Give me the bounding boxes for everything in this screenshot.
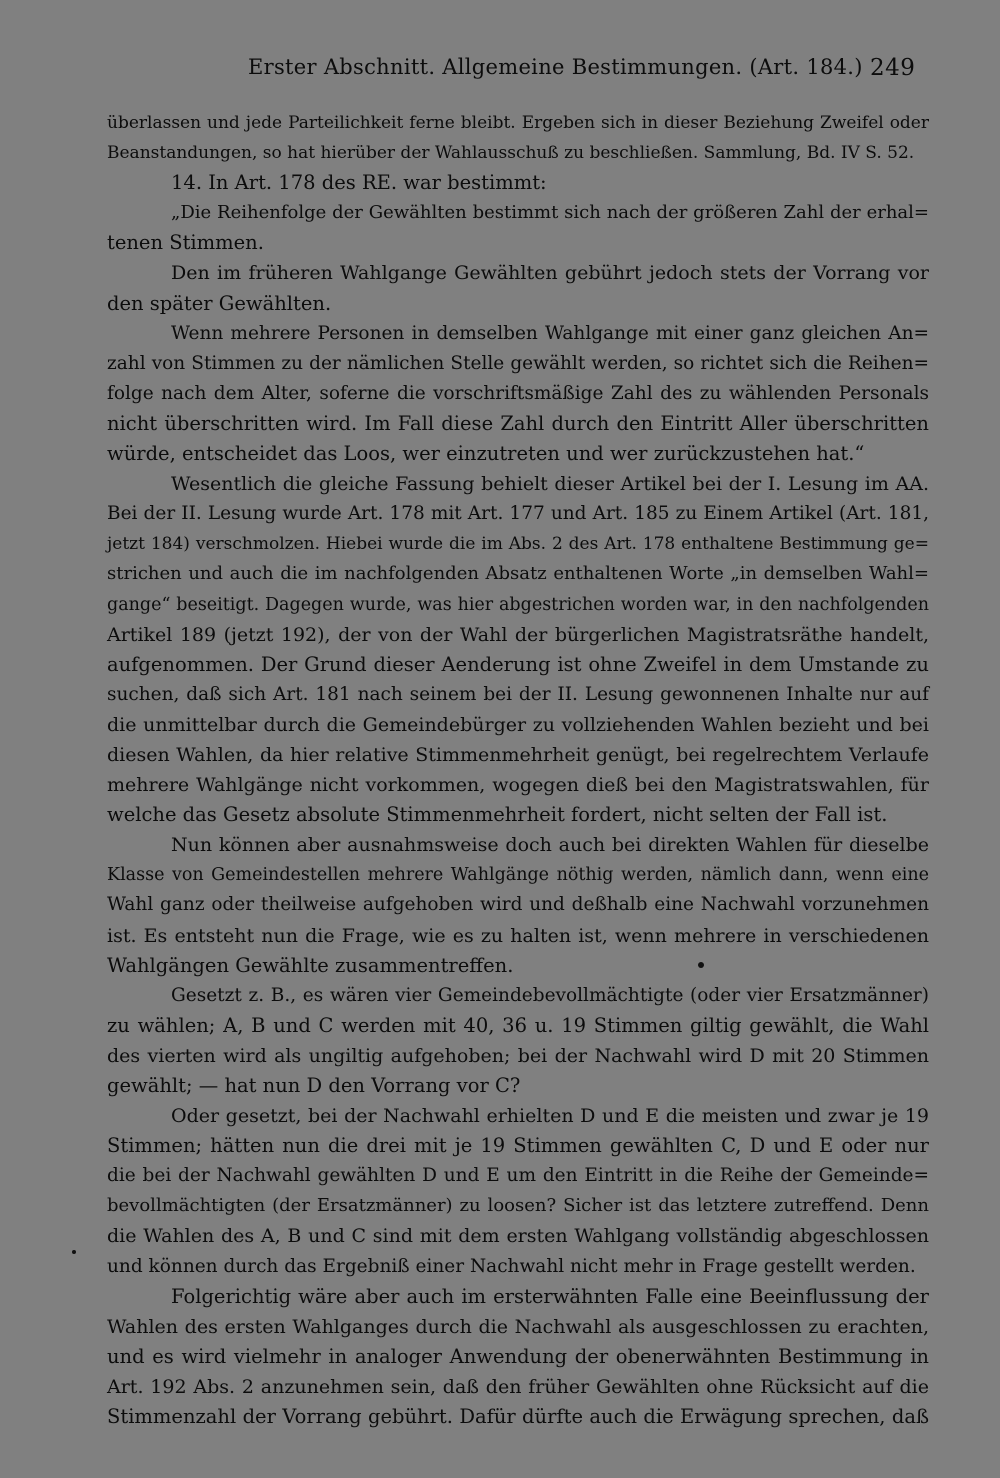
text-line: Wenn mehrere Personen in demselben Wahlgange mit einer ganz gleichen An= <box>171 322 929 344</box>
text-line: Stimmenzahl der Vorrang gebührt. Dafür dürfte auch die Erwägung sprechen, daß <box>107 1405 929 1429</box>
text-line: den später Gewählten. <box>107 291 332 315</box>
text-line: strichen und auch die im nachfolgenden Absatz enthaltenen Worte „in demselben Wahl= <box>107 563 929 585</box>
text-line: die unmittelbar durch die Gemeindebürger zu vollziehenden Wahlen bezieht und bei <box>107 713 929 736</box>
text-line: Wahlgängen Gewählte zusammentreffen. <box>107 953 514 977</box>
text-line: des vierten wird als ungiltig aufgehoben; bei der Nachwahl wird D mit 20 Stimmen <box>107 1044 929 1067</box>
text-line: überlassen und jede Parteilichkeit ferne bleibt. Ergeben sich in dieser Beziehung Zweifel oder <box>107 113 929 133</box>
text-line: „Die Reihenfolge der Gewählten bestimmt sich nach der größeren Zahl der erhal= <box>171 202 929 224</box>
text-line: folge nach dem Alter, soferne die vorschriftsmäßige Zahl des zu wählenden Personals <box>107 382 929 404</box>
ink-speck <box>72 1250 76 1254</box>
text-line: bevollmächtigten (der Ersatzmänner) zu loosen? Sicher ist das letztere zutreffend. Denn <box>107 1195 929 1217</box>
text-line: 14. In Art. 178 des RE. war bestimmt: <box>171 171 547 195</box>
text-line: Gesetzt z. B., es wären vier Gemeindebevollmächtigte (oder vier Ersatzmänner) <box>171 984 929 1006</box>
text-line: gewählt; — hat nun D den Vorrang vor C? <box>107 1074 521 1097</box>
body-text <box>107 108 929 1432</box>
text-line: Stimmen; hätten nun die drei mit je 19 Stimmen gewählten C, D und E oder nur <box>107 1134 929 1158</box>
text-line: Bei der II. Lesung wurde Art. 178 mit Art. 177 und Art. 185 zu Einem Artikel (Art. 181, <box>107 503 929 525</box>
text-line: welche das Gesetz absolute Stimmenmehrheit fordert, nicht selten der Fall ist. <box>107 803 888 827</box>
text-line: ist. Es entsteht nun die Frage, wie es zu halten ist, wenn mehrere in verschiedenen <box>107 924 929 947</box>
text-line: Nun können aber ausnahmsweise doch auch bei direkten Wahlen für dieselbe <box>171 834 929 857</box>
text-line: die Wahlen des A, B und C sind mit dem ersten Wahlgang vollständig abgeschlossen <box>107 1225 929 1248</box>
text-line: Folgerichtig wäre aber auch im ersterwähnten Falle eine Beeinflussung der <box>171 1284 929 1308</box>
text-line: aufgenommen. Der Grund dieser Aenderung ist ohne Zweifel in dem Umstande zu <box>107 652 929 676</box>
text-line: Art. 192 Abs. 2 anzunehmen sein, daß den früher Gewählten ohne Rücksicht auf die <box>107 1375 929 1398</box>
text-line: mehrere Wahlgänge nicht vorkommen, wogegen dieß bei den Magistratswahlen, für <box>107 774 929 797</box>
text-line: suchen, daß sich Art. 181 nach seinem bei der II. Lesung gewonnenen Inhalte nur auf <box>107 683 929 705</box>
text-line: Wesentlich die gleiche Fassung behielt dieser Artikel bei der I. Lesung im AA. <box>171 473 929 496</box>
text-line: Beanstandungen, so hat hierüber der Wahlausschuß zu beschließen. Sammlung, Bd. IV S. 52. <box>107 143 915 164</box>
text-line: und können durch das Ergebniß einer Nachwahl nicht mehr in Frage gestellt werden. <box>107 1255 916 1277</box>
text-line: und es wird vielmehr in analoger Anwendung der obenerwähnten Bestimmung in <box>107 1344 929 1368</box>
text-line: Artikel 189 (jetzt 192), der von der Wahl der bürgerlichen Magistratsräthe handelt, <box>107 623 929 646</box>
text-line: Wahlen des ersten Wahlganges durch die Nachwahl als ausgeschlossen zu erachten, <box>107 1315 929 1338</box>
text-line: die bei der Nachwahl gewählten D und E um den Eintritt in die Reihe der Gemeinde= <box>107 1165 929 1187</box>
text-line: würde, entscheidet das Loos, wer einzutreten und wer zurückzustehen hat.“ <box>107 442 865 466</box>
text-line: Wahl ganz oder theilweise aufgehoben wird und deßhalb eine Nachwahl vorzunehmen <box>107 894 929 916</box>
text-line: Klasse von Gemeindestellen mehrere Wahlgänge nöthig werden, nämlich dann, wenn eine <box>107 865 929 886</box>
text-line: Den im früheren Wahlgange Gewählten gebührt jedoch stets der Vorrang vor <box>171 262 929 285</box>
text-line: tenen Stimmen. <box>107 231 264 255</box>
text-line: gange“ beseitigt. Dagegen wurde, was hier abgestrichen worden war, in den nachfolgenden <box>107 594 929 615</box>
text-line: zu wählen; A, B und C werden mit 40, 36 u. 19 Stimmen giltig gewählt, die Wahl <box>107 1013 929 1037</box>
text-line: Oder gesetzt, bei der Nachwahl erhielten D und E die meisten und zwar je 19 <box>171 1105 929 1128</box>
ink-speck <box>698 962 704 968</box>
text-line: zahl von Stimmen zu der nämlichen Stelle gewählt werden, so richtet sich die Reihen= <box>107 352 929 374</box>
text-line: jetzt 184) verschmolzen. Hiebei wurde die im Abs. 2 des Art. 178 enthaltene Bestimmung ge= <box>107 534 929 555</box>
text-line: nicht überschritten wird. Im Fall diese Zahl durch den Eintritt Aller überschritten <box>107 411 929 435</box>
page-number: 249 <box>870 55 916 81</box>
running-head: Erster Abschnitt. Allgemeine Bestimmungen. (Art. 184.) <box>248 55 863 79</box>
text-line: diesen Wahlen, da hier relative Stimmenmehrheit genügt, bei regelrechtem Verlaufe <box>107 743 929 766</box>
